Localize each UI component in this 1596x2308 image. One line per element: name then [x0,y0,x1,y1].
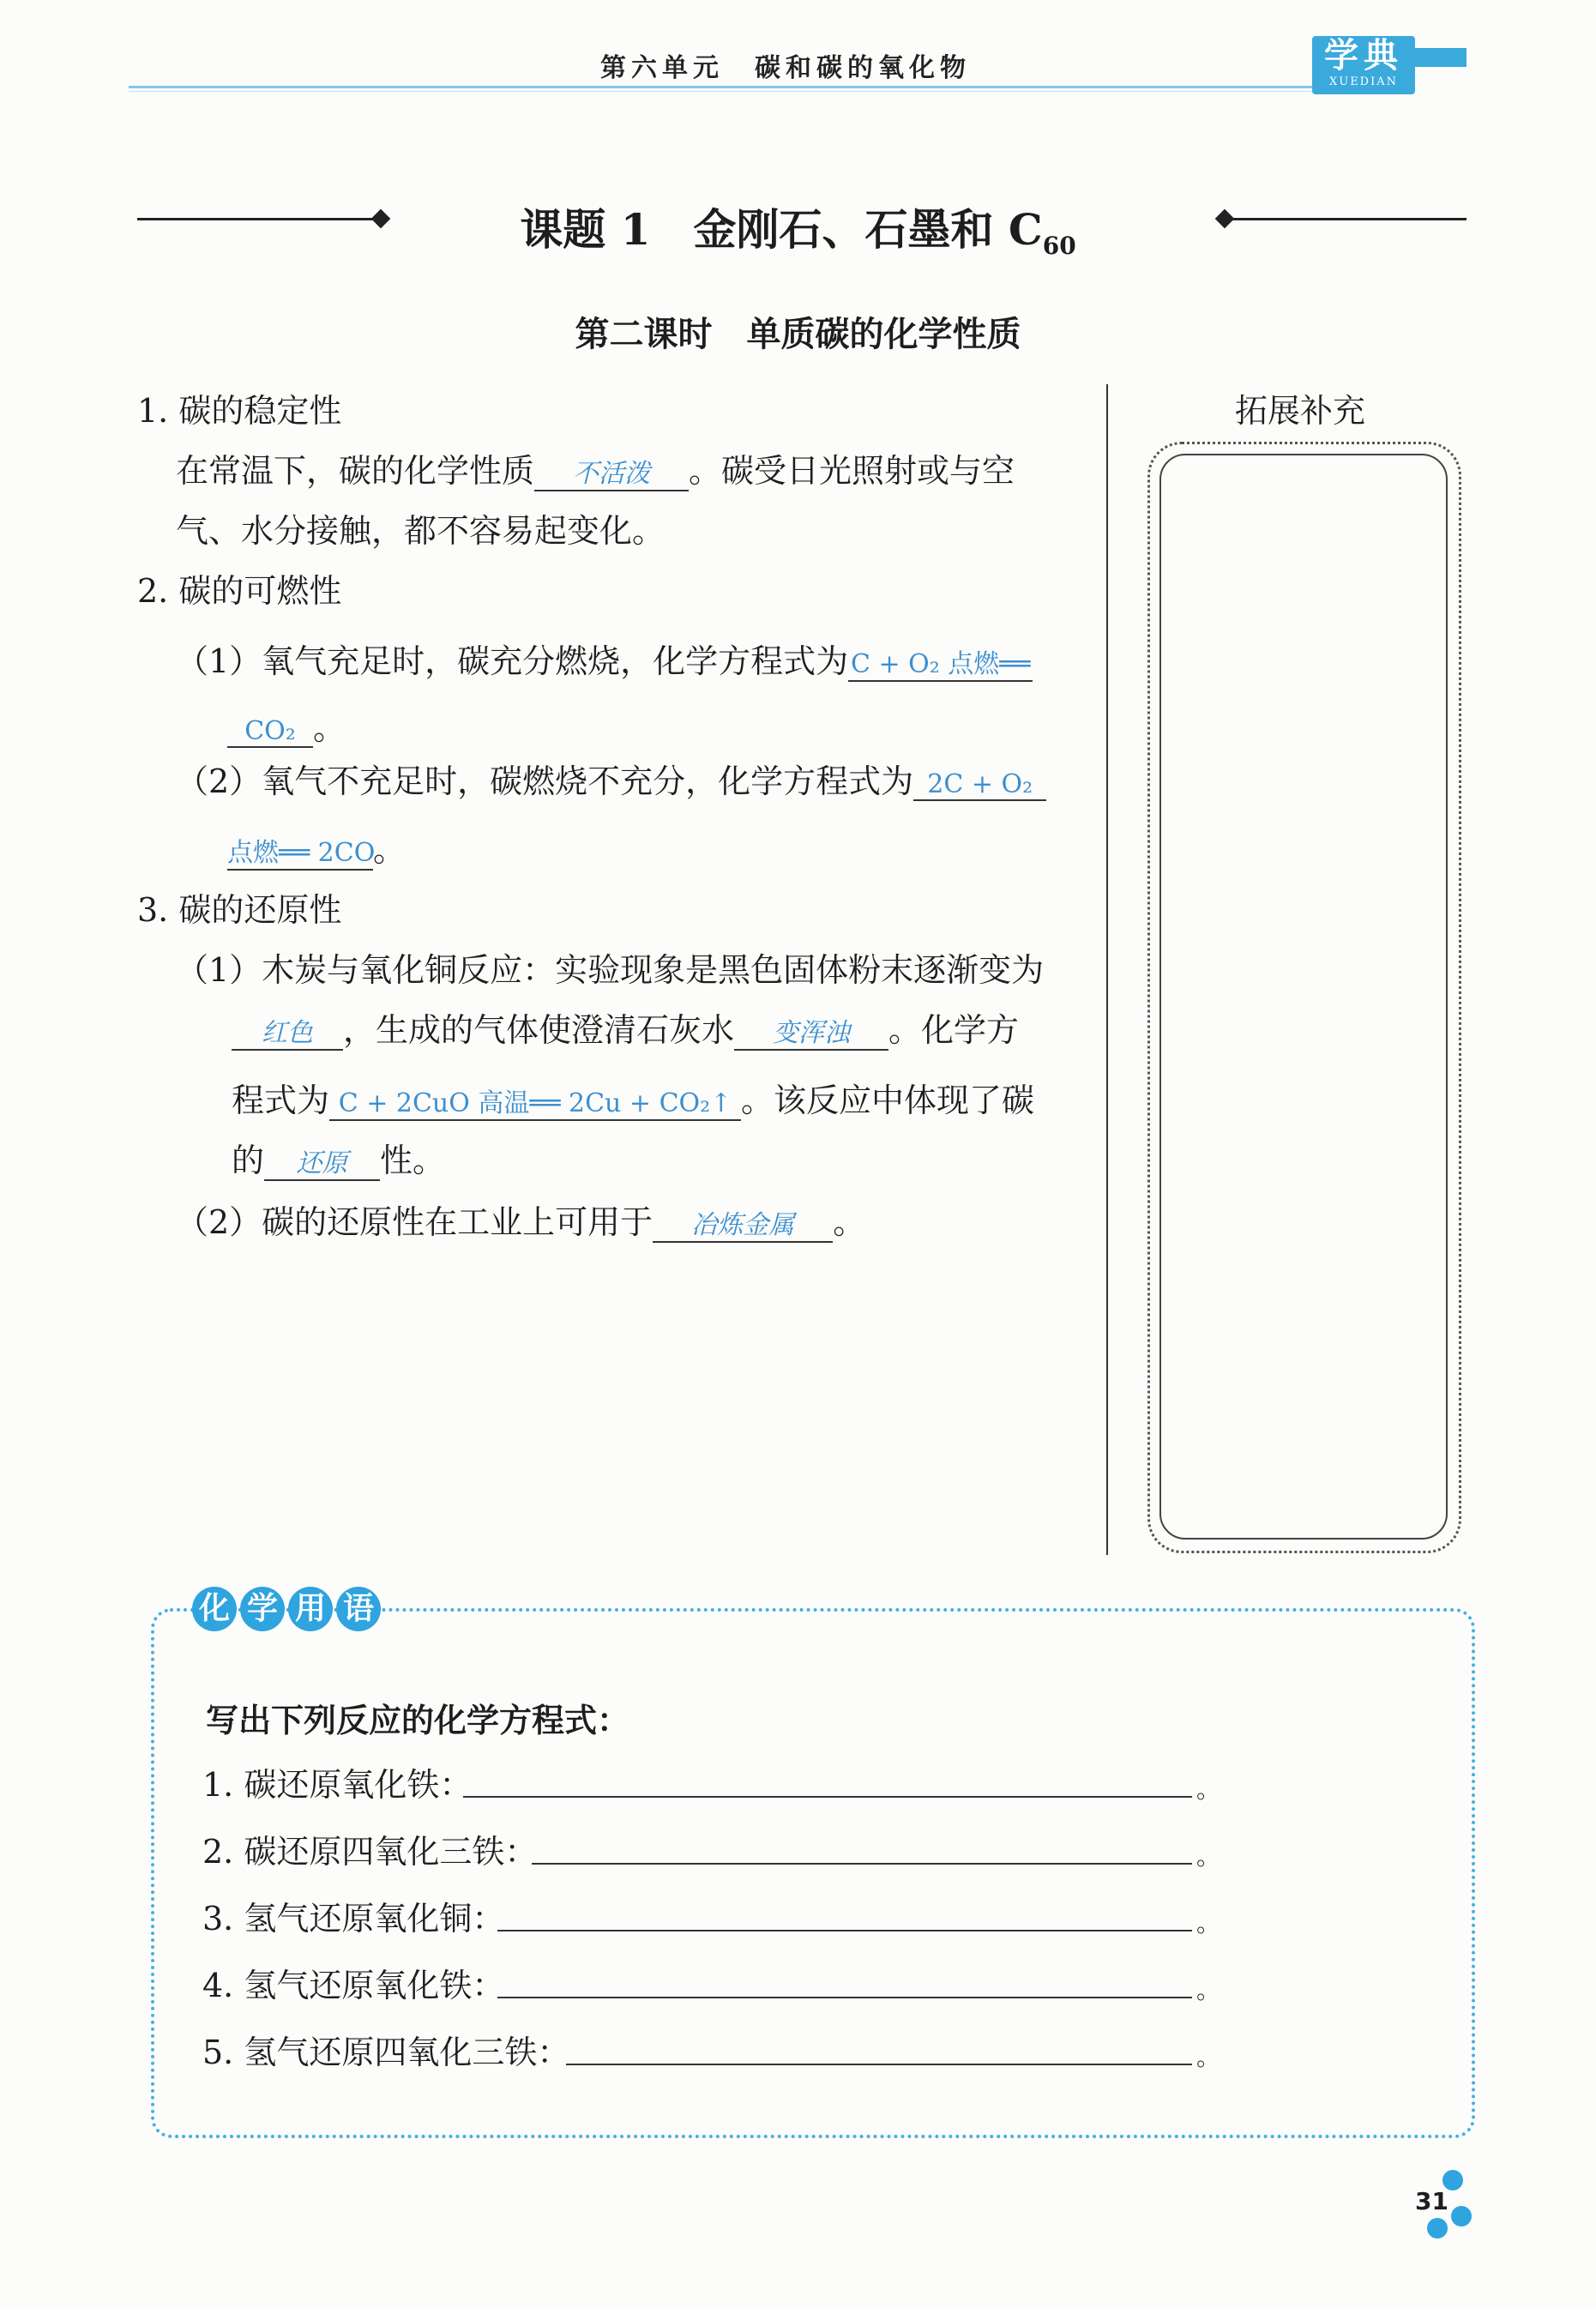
label-char: 化 [192,1587,237,1631]
lesson-subtitle: 第二课时 单质碳的化学性质 [575,315,1021,354]
section-1-line-2: 气、水分接触，都不容易起变化。 [176,512,666,550]
answer-text: 2C + O₂ [927,769,1033,799]
section-3-item-1: （1）木炭与氧化铜反应：实验现象是黑色固体粉末逐渐变为 [176,951,1045,989]
exercise-5-label: 5. 氢气还原四氧化三铁： [202,2034,570,2071]
section-3-item-2 [176,1196,865,1243]
exercise-5-period: 。 [1196,2043,1221,2071]
exercise-3-period: 。 [1196,1909,1221,1937]
answer-blank-equation-1b[interactable] [227,716,313,748]
text: ，生成的气体使澄清石灰水 [343,1011,735,1049]
exercise-5-answer-line[interactable] [566,2062,1192,2065]
exercise-3-label: 3. 氢气还原氧化铜： [202,1900,505,1937]
answer-blank-inactive[interactable]: 不活泼 [534,452,689,491]
section-2-item-1 [176,635,1033,682]
column-divider [1106,384,1108,1555]
section-3-item-1-line-3 [232,1074,1034,1121]
answer-text: CO₂ [244,716,296,746]
answer-blank-equation-2a[interactable] [913,769,1046,801]
exercise-3-answer-line[interactable] [497,1928,1192,1931]
answer-blank-equation-1a[interactable] [848,642,1033,682]
section-1-line-1 [176,444,1015,491]
extension-notes-area[interactable] [1159,454,1448,1540]
text: 。该反应中体现了碳 [741,1082,1035,1119]
answer-blank-metal[interactable]: 冶炼金属 [653,1203,833,1243]
section-3-item-1-line-2 [232,1003,1019,1051]
answer-text: C + 2CuO 高温══ 2Cu + CO₂↑ [338,1088,732,1118]
header-rule [129,86,1346,88]
text: 。化学方 [888,1011,1020,1049]
exercise-4-period: 。 [1196,1976,1221,2004]
text: 在常温下，碳的化学性质 [176,452,535,490]
section-3-item-1-line-4 [232,1134,445,1181]
logo-text: 学典 [1324,35,1403,75]
text: 。 [373,831,407,869]
extension-title: 拓展补充 [1235,392,1366,430]
answer-blank-equation-cuo[interactable] [329,1082,741,1121]
exercise-2-label: 2. 碳还原四氧化三铁： [202,1833,538,1871]
answer-blank-equation-2b[interactable] [227,831,376,871]
answer-blank-turbid[interactable]: 变浑浊 [734,1011,888,1051]
section-1-heading: 1. 碳的稳定性 [137,392,342,430]
text: 程式为 [232,1082,330,1119]
lesson-title-subscript: 60 [1042,232,1076,260]
exercise-1-label: 1. 碳还原氧化铁： [202,1766,473,1804]
logo-tab [1415,48,1467,67]
logo-subtext: XUEDIAN [1328,75,1399,88]
running-header: 第六单元 碳和碳的氧化物 [600,53,971,83]
exercise-1-period: 。 [1196,1775,1221,1804]
section-2-heading: 2. 碳的可燃性 [137,572,342,610]
answer-text: 点燃══ 2CO [227,838,376,868]
exercise-1-answer-line[interactable] [463,1794,1192,1798]
page-number: 31 [1415,2187,1448,2215]
text: 。 [313,709,346,747]
label-char: 用 [288,1587,333,1631]
text: （1）氧气充足时，碳充分燃烧，化学方程式为 [176,642,849,680]
answer-text: C + O₂ 点燃══ [850,649,1031,679]
section-2-item-2 [176,755,1046,802]
lesson-title [0,196,1596,260]
text: 性。 [380,1142,446,1179]
exercise-2-period: 。 [1196,1842,1221,1871]
text: 。碳受日光照射或与空 [689,452,1015,490]
text: （2）碳的还原性在工业上可用于 [176,1203,653,1241]
exercise-4-answer-line[interactable] [497,1995,1192,1998]
chem-terms-label [192,1587,384,1631]
text: 的 [232,1142,265,1179]
publisher-logo [1312,36,1415,94]
answer-blank-reduce[interactable]: 还原 [264,1142,380,1181]
text: （2）氧气不充足时，碳燃烧不充分，化学方程式为 [176,762,914,800]
lesson-title-main: 课题 1 金刚石、石墨和 C [520,204,1043,255]
exercise-2-answer-line[interactable] [532,1861,1192,1865]
answer-blank-red[interactable]: 红色 [232,1011,343,1051]
chem-terms-question: 写出下列反应的化学方程式： [206,1702,630,1739]
page-deco-dot [1451,2206,1472,2227]
section-2-item-2-cont [227,823,406,871]
text: 。 [833,1203,866,1241]
exercise-4-label: 4. 氢气还原氧化铁： [202,1967,505,2004]
label-char: 语 [336,1587,381,1631]
header-rule-thin [129,91,1346,92]
label-char: 学 [240,1587,285,1631]
page-deco-dot [1427,2218,1448,2239]
section-2-item-1-cont [227,702,346,749]
section-3-heading: 3. 碳的还原性 [137,891,342,929]
